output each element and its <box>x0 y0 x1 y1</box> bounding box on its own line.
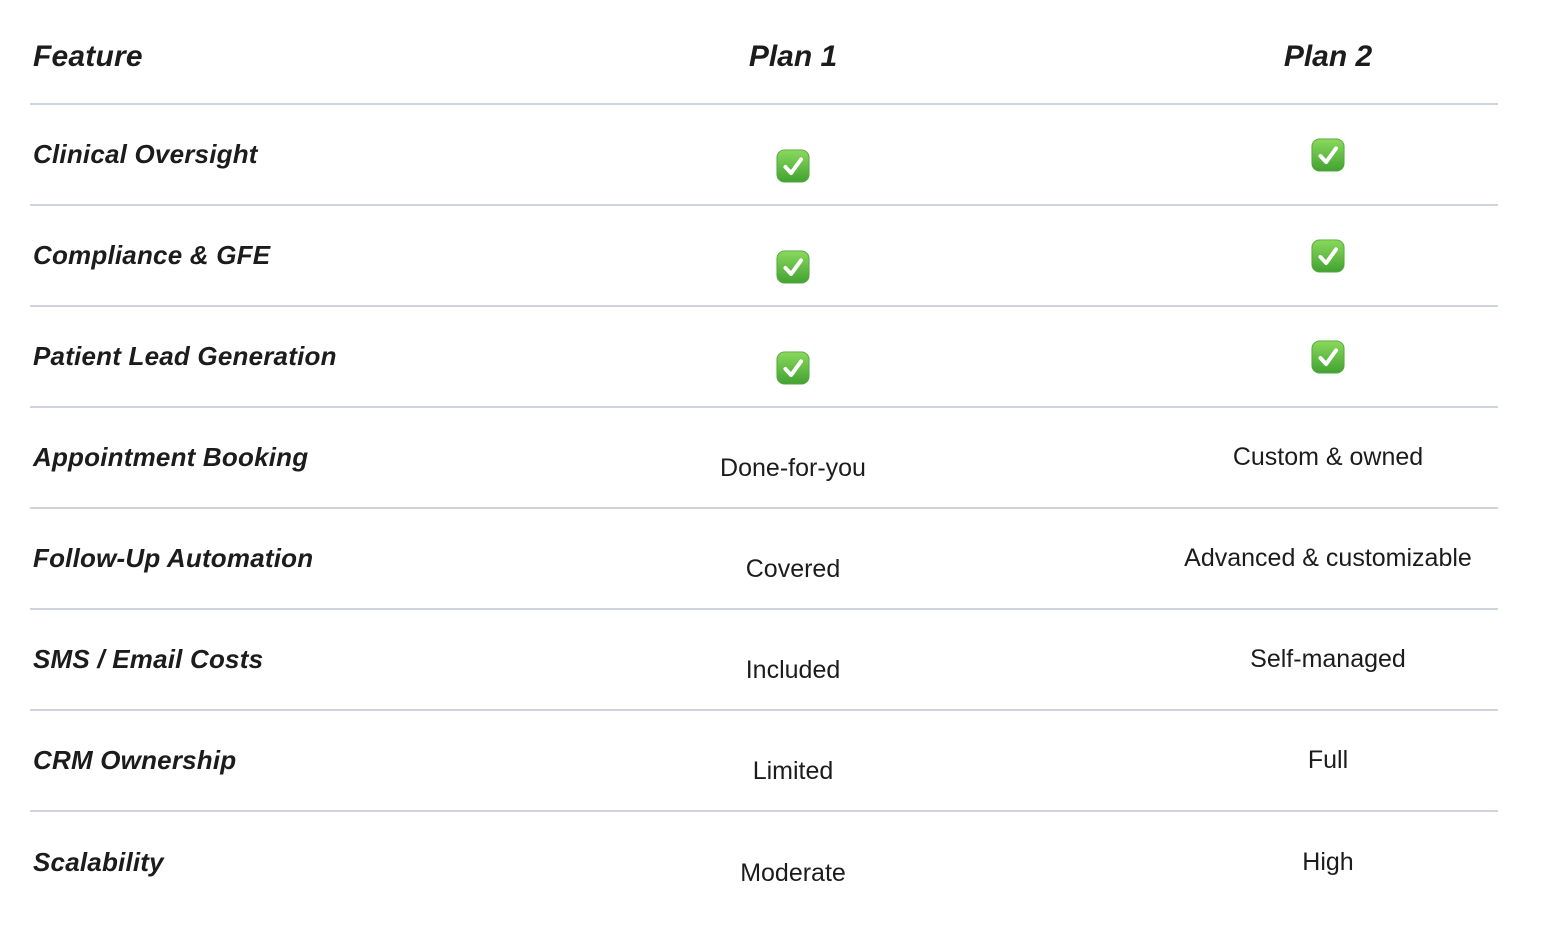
check-icon <box>1311 340 1345 374</box>
plan2-cell <box>1158 544 1498 573</box>
feature-label: Follow-Up Automation <box>33 543 314 573</box>
cell-value: Self-managed <box>1250 645 1406 673</box>
column-header-plan2: Plan 2 <box>1283 39 1373 73</box>
table-header-row <box>30 0 1498 105</box>
plan2-cell <box>1158 848 1498 877</box>
check-icon <box>1311 138 1345 172</box>
table-row <box>30 509 1498 610</box>
table-row <box>30 610 1498 711</box>
feature-label: Patient Lead Generation <box>33 341 337 371</box>
feature-label: SMS / Email Costs <box>33 644 264 674</box>
comparison-table <box>30 0 1498 913</box>
plan1-cell <box>428 443 1158 482</box>
feature-label: Appointment Booking <box>33 442 309 472</box>
table-row <box>30 105 1498 206</box>
table-row <box>30 408 1498 509</box>
cell-value: Custom & owned <box>1232 443 1424 471</box>
feature-label: Compliance & GFE <box>33 240 271 270</box>
plan1-cell <box>428 340 1158 374</box>
check-icon <box>776 149 810 183</box>
cell-value: Full <box>1307 746 1349 774</box>
plan1-cell <box>428 239 1158 273</box>
table-row <box>30 206 1498 307</box>
plan1-cell <box>428 746 1158 785</box>
feature-label: CRM Ownership <box>33 745 237 775</box>
cell-value: Advanced & customizable <box>1184 544 1472 572</box>
cell-value: Done-for-you <box>720 454 866 482</box>
plan2-cell <box>1158 239 1498 273</box>
table-row <box>30 812 1498 913</box>
plan2-cell <box>1158 443 1498 472</box>
cell-value: Included <box>745 656 841 684</box>
plan2-cell <box>1158 645 1498 674</box>
table-row <box>30 307 1498 408</box>
plan1-cell <box>428 645 1158 684</box>
cell-value: Covered <box>745 555 841 583</box>
check-icon <box>1311 239 1345 273</box>
plan2-cell <box>1158 746 1498 775</box>
plan1-cell <box>428 544 1158 583</box>
column-header-plan1: Plan 1 <box>748 39 838 73</box>
plan2-cell <box>1158 340 1498 374</box>
cell-value: Limited <box>752 757 834 785</box>
cell-value: High <box>1302 848 1354 876</box>
plan1-cell <box>428 848 1158 887</box>
cell-value: Moderate <box>740 859 846 887</box>
column-header-feature: Feature <box>33 39 143 73</box>
feature-label: Scalability <box>33 847 164 877</box>
table-row <box>30 711 1498 812</box>
check-icon <box>776 351 810 385</box>
feature-label: Clinical Oversight <box>33 139 258 169</box>
plan2-cell <box>1158 138 1498 172</box>
plan1-cell <box>428 138 1158 172</box>
check-icon <box>776 250 810 284</box>
